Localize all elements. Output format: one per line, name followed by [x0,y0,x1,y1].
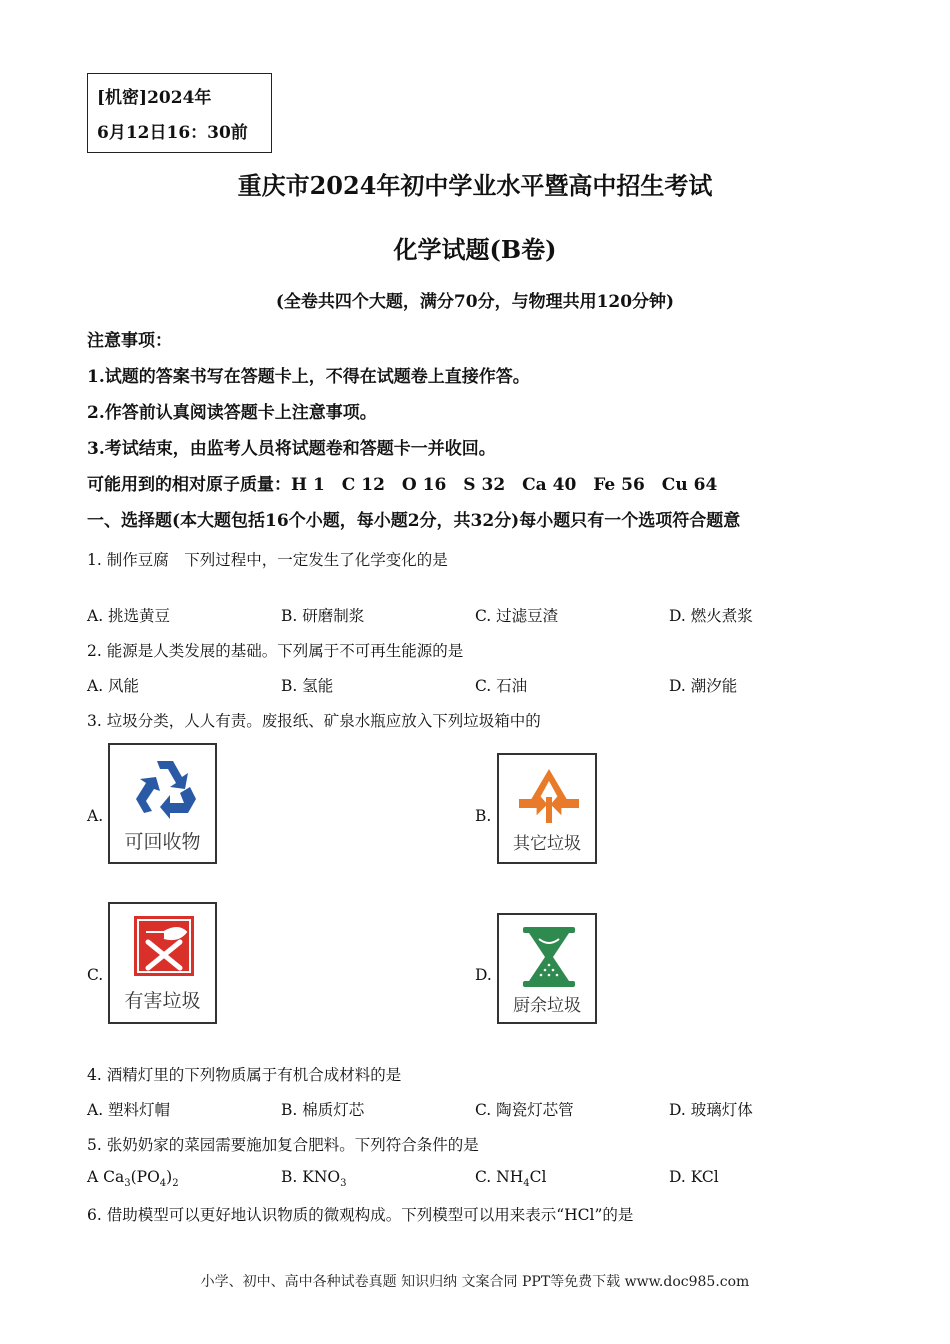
question-2-option-a: A. 风能 [87,677,140,695]
exam-subtitle: 化学试题(B卷) [393,235,557,264]
question-2-option-c: C. 石油 [475,677,528,695]
question-1-stem: 1. 制作豆腐 下列过程中，一定发生了化学变化的是 [87,551,448,569]
question-4-option-b: B. 棉质灯芯 [281,1101,365,1119]
question-2-option-b: B. 氢能 [281,677,334,695]
question-4-option-a: A. 塑料灯帽 [87,1101,171,1119]
confidential-box [87,73,272,153]
question-4-option-d: D. 玻璃灯体 [669,1101,753,1119]
note-item-2: 2.作答前认真阅读答题卡上注意事项。 [87,403,377,423]
kitchen-waste-symbol [497,913,597,1024]
question-4-option-c: C. 陶瓷灯芯管 [475,1101,574,1119]
recyclable-symbol [108,743,217,864]
page-footer: 小学、初中、高中各种试卷真题 知识归纳 文案合同 PPT等免费下载 www.doc985.com [200,1274,750,1290]
question-3-option-d: D. [475,966,492,984]
question-4-stem: 4. 酒精灯里的下列物质属于有机合成材料的是 [87,1066,402,1084]
question-3-option-a: A. [87,807,104,825]
question-1-option-c: C. 过滤豆渣 [475,607,559,625]
note-item-3: 3.考试结束，由监考人员将试题卷和答题卡一并收回。 [87,439,496,459]
notes-heading: 注意事项： [87,331,172,351]
other-waste-symbol [497,753,597,864]
question-2-stem: 2. 能源是人类发展的基础。下列属于不可再生能源的是 [87,642,464,660]
question-5-stem: 5. 张奶奶家的菜园需要施加复合肥料。下列符合条件的是 [87,1136,479,1154]
question-6-stem: 6. 借助模型可以更好地认识物质的微观构成。下列模型可以用来表示“HCl”的是 [87,1206,634,1224]
question-5-option-b: B. $KNO_3$ [281,1168,347,1190]
exam-title: 重庆市2024年初中学业水平暨高中招生考试 [237,171,713,200]
note-item-1: 1.试题的答案书写在答题卡上，不得在试题卷上直接作答。 [87,367,530,387]
other-waste-label: 其它垃圾 [513,834,581,854]
kitchen-waste-label: 厨余垃圾 [513,996,581,1016]
hazardous-waste-label: 有害垃圾 [124,990,201,1012]
question-5-option-d: D. KCl [669,1168,719,1186]
hazard-icon [134,916,194,976]
question-5-option-c: C. $NH_4Cl$ [475,1168,547,1190]
exam-info: (全卷共四个大题，满分70分，与物理共用120分钟) [275,292,675,312]
kitchen-waste-icon [521,925,577,989]
confidential-line-2: 6月12日16：30前 [97,123,248,143]
question-1-option-a: A. 挑选黄豆 [87,607,171,625]
question-3-option-b: B. [475,807,492,825]
question-3-option-c: C. [87,966,104,984]
atomic-masses: 可能用到的相对原子质量：H 1 C 12 O 16 S 32 Ca 40 Fe 56 Cu 64 [87,475,718,495]
recycle-icon [130,757,200,823]
question-1-option-b: B. 研磨制浆 [281,607,365,625]
question-2-option-d: D. 潮汐能 [669,677,738,695]
confidential-line-1: [机密]2024年 [97,88,212,108]
hazardous-waste-symbol [108,902,217,1024]
question-3-stem: 3. 垃圾分类，人人有责。废报纸、矿泉水瓶应放入下列垃圾箱中的 [87,712,541,730]
question-5-option-a: A $Ca_3(PO_4)_2$ [87,1168,179,1190]
other-waste-icon [519,767,579,827]
question-1-option-d: D. 燃火煮浆 [669,607,753,625]
recyclable-label: 可回收物 [124,831,201,853]
section-1-heading: 一、选择题(本大题包括16个小题，每小题2分，共32分)每小题只有一个选项符合题意 [87,511,741,531]
